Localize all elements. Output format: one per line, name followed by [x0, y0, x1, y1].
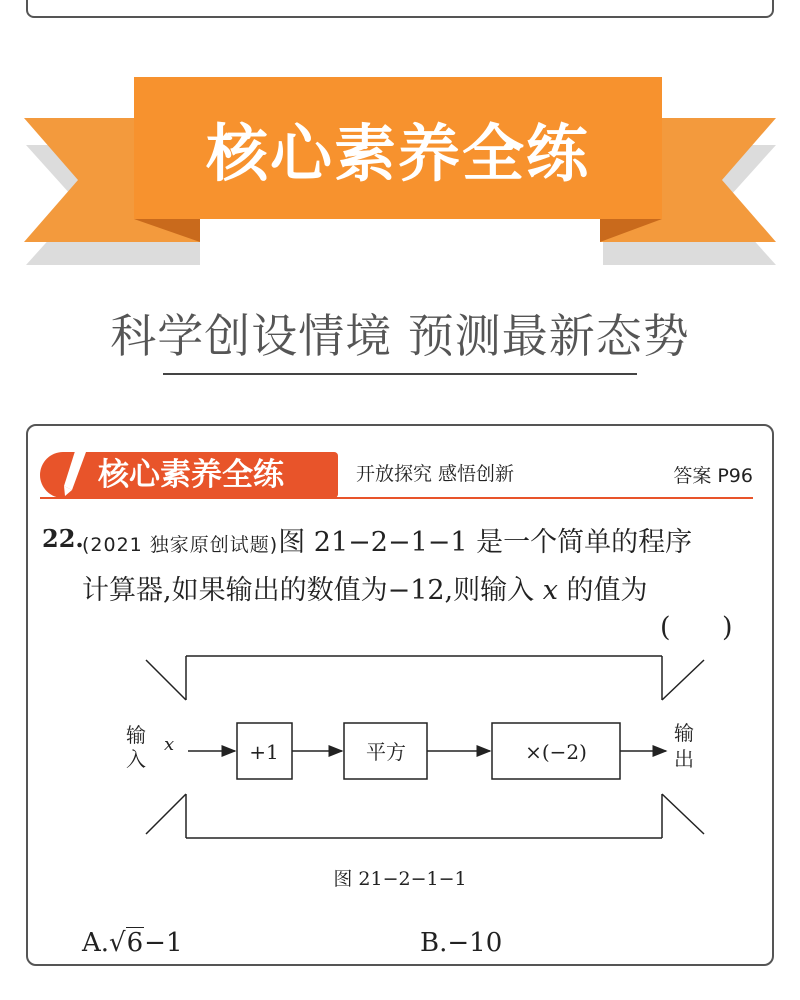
page-subtitle: 科学创设情境 预测最新态势 [110, 309, 690, 363]
pen-icon [54, 446, 98, 502]
box1-label: +1 [249, 740, 279, 764]
figure-caption: 图 21−2−1−1 [333, 868, 467, 890]
question-line-1 [82, 520, 692, 559]
option-a-prefix: A. [82, 928, 110, 958]
section-header [40, 449, 753, 499]
subtitle-underline [163, 373, 637, 375]
section-subtitle: 开放探究 感悟创新 [356, 463, 515, 485]
program-diagram [110, 650, 730, 850]
output-label-2: 出 [674, 747, 694, 771]
question-variable: x [542, 575, 558, 606]
section-tab [40, 452, 338, 498]
input-variable: x [164, 734, 175, 755]
output-label-1: 输 [674, 721, 694, 745]
question-text-1: 图 21−2−1−1 是一个简单的程序 [278, 527, 693, 558]
option-b[interactable]: B.−10 [420, 928, 503, 958]
previous-card-frame [26, 0, 774, 18]
option-a-suffix: −1 [144, 928, 183, 958]
answer-blank: ( ) [660, 612, 733, 643]
input-label-1: 输 [126, 723, 146, 747]
question-line-2 [82, 568, 648, 607]
option-a[interactable] [82, 928, 183, 958]
question-number: 22. [42, 524, 84, 553]
option-a-radicand: 6 [126, 928, 144, 958]
ribbon-title: 核心素养全练 [205, 116, 590, 190]
input-label-2: 入 [126, 747, 146, 771]
question-source: (2021 独家原创试题) [82, 534, 279, 556]
question-text-2b: 的值为 [557, 575, 648, 606]
sqrt-symbol: √6 [109, 928, 144, 958]
answer-reference: 答案 P96 [673, 465, 753, 487]
box3-label: ×(−2) [525, 740, 587, 764]
question-text-2a: 计算器,如果输出的数值为−12,则输入 [82, 575, 543, 606]
section-tab-label: 核心素养全练 [98, 457, 284, 493]
header-rule [40, 497, 753, 499]
box2-label: 平方 [366, 740, 406, 764]
